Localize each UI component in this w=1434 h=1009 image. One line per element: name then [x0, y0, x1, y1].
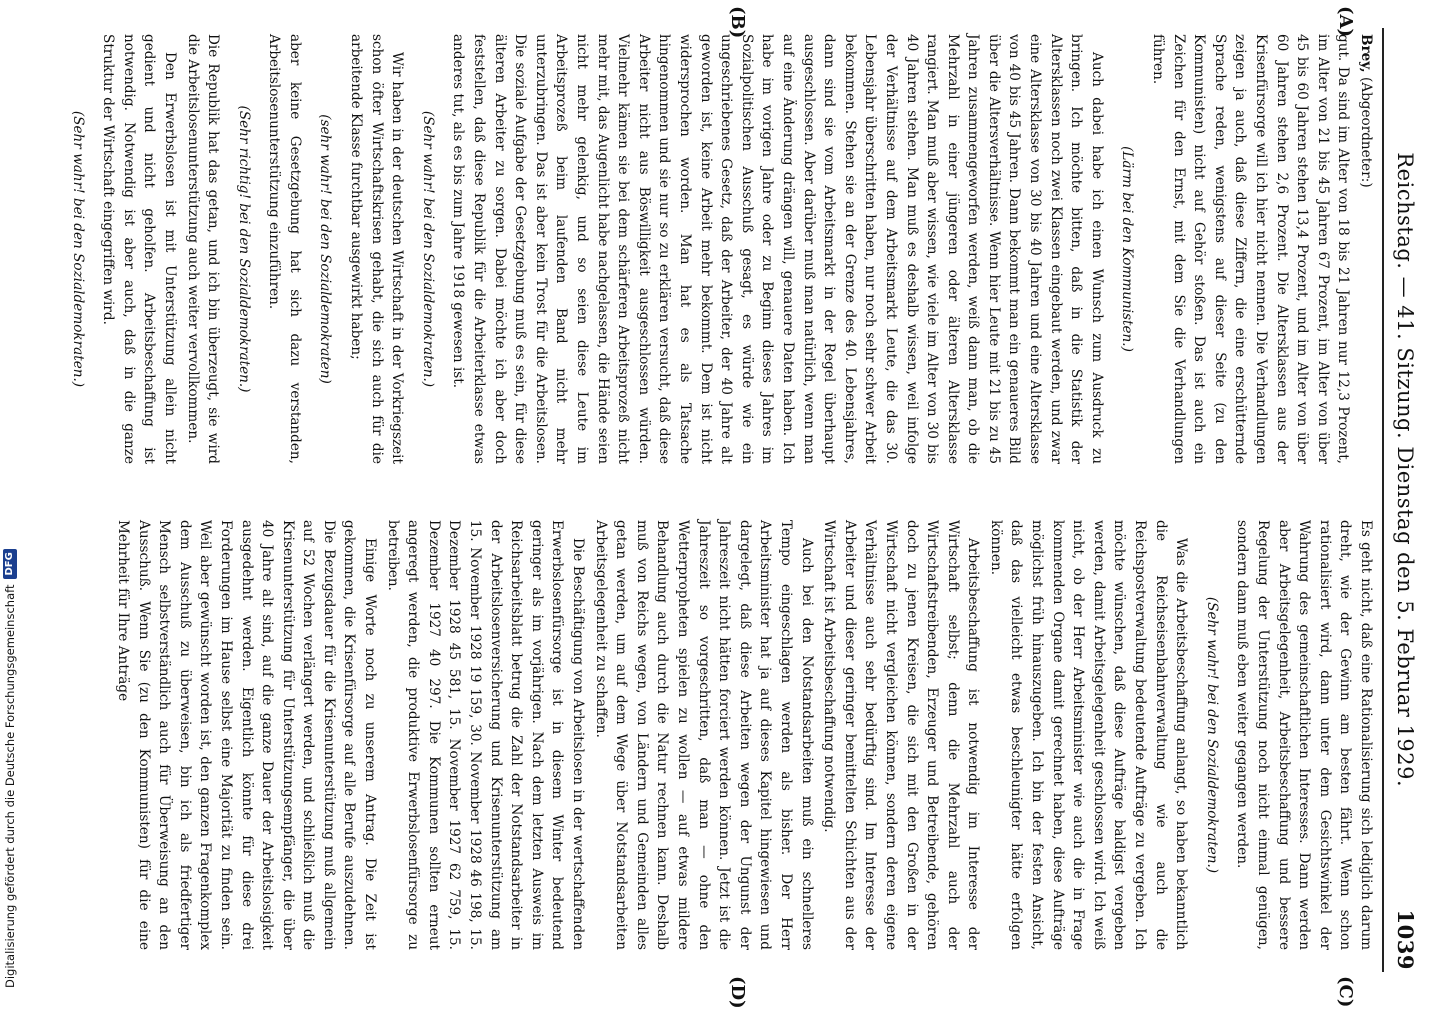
interjection: (Sehr wahr! bei den Sozialdemokraten.)	[69, 110, 86, 388]
digitization-credit	[0, 0, 20, 1000]
document-page	[69, 0, 1434, 1009]
paragraph: Die Beschäftigung von Arbeitslosen in der wertschaffenden Erwerbslosenfürsorge ist in diesem Winter bedeutend geringer als im vorjährigen. Nach dem letzten Ausweis im Reichsarbeitsblatt betrug die Zahl der Notstandsarbeiter in der Arbeitslosenversicherung und Krisenunterstützung am 15. November 1928 19 159, 30. November 1928 46 198, 15. Dezember 1928 45 581, 15. November 1927 62 759, 15. Dezember 1927 40 297. Die Kommunen sollten erneut angeregt werden, die produktive Erwerbslosenfürsorge zu betreiben.	[384, 520, 587, 950]
running-head	[1386, 30, 1418, 970]
margin-mark-c: (C)	[1335, 976, 1356, 1008]
paragraph: Auch dabei habe ich einen Wunsch zum Ausdruck zu bringen. Ich möchte bitten, daß in die Statistik der Altersklassen noch zwei Klassen eingebaut werden, und zwar eine Altersklasse von 30 bis 40 Jahren und eine Altersklasse von 40 bis 45 Jahren. Dann bekommt man ein genaueres Bild über die Altersverhältnisse. Wenn hier Leute mit 21 bis zu 45 Jahren zusammengeworfen werden, weiß dann man, ob die Mehrzahl in einer jüngeren oder älteren Altersklasse rangiert. Man muß aber wissen, wie viele im Alter von 30 bis 40 Jahren stehen. Man muß es deshalb wissen, weil infolge der Verhältnisse auf dem Arbeitsmarkt Leute, die das 30. Lebensjahr überschritten haben, nur noch sehr schwer Arbeit bekommen. Stehen sie an der Grenze des 40. Lebensjahres, dann sind sie vom Arbeitsmarkt in der Regel überhaupt ausgeschlossen. Aber darüber muß man natürlich, wenn man auf eine Änderung drängen will, genauere Daten haben. Ich habe im vorigen Jahre oder zu Beginn dieses Jahres im Sozialpolitischen Ausschuß gesagt, es würde wie ein ungeschriebenes Gesetz, daß der Arbeiter, der 40 Jahre alt geworden ist, keine Arbeit mehr bekommt. Dem ist nicht widersprochen worden. Man hat es als Tatsache hingenommen und sie nur so zu erklären versucht, daß diese Arbeiter nicht aus Böswilligkeit ausgeschlossen würden. Vielmehr kämen sie bei dem schärferen Arbeitsprozeß nicht mehr mit, das Augenlicht habe nachgelassen, die Hände seien nicht mehr gelenkig, und so seien diese Leute im Arbeitsprozeß beim laufenden Band nicht mehr unterzubringen. Das ist aber kein Trost für die Arbeitslosen. Die soziale Aufgabe der Gesetzgebung muß es sein, für diese älteren Arbeiter zu sorgen. Dabei möchte ich aber doch feststellen, daß diese Republik für die Arbeiterklasse etwas anderes tut, als es bis zum Jahre 1918 gewesen ist.	[450, 34, 1105, 464]
interjection: (Sehr richtig! bei den Sozialdemokraten.)	[235, 105, 252, 393]
margin-mark-d: (D)	[727, 976, 748, 1009]
speaker-name: Brey,	[1358, 34, 1374, 73]
interjection: (sehr wahr! bei den Sozialdemokraten)	[317, 114, 334, 384]
paragraph: Wir haben in der deutschen Wirtschaft in der Vorkriegszeit schon öfter Wirtschaftskrisen gehabt, die sich auch für die arbeitende Klasse furchtbar ausgewirkt haben;	[348, 34, 406, 464]
paragraph: Die Republik hat das getan, und ich bin überzeugt, sie wird die Arbeitslosenunterstützung auch weiter vervollkommen.	[184, 34, 222, 464]
paragraph: Den Erwerbslosen ist mit Unterstützung allein nicht gedient und nicht geholfen. Arbeitsbeschaffung ist notwendig. Notwendig ist aber auch, daß in die ganze Struktur der Wirtschaft eingegriffen wird.	[100, 34, 178, 464]
paragraph: Was die Arbeitsbeschaffung anlangt, so haben bekanntlich die Reichseisenbahnverwaltung wie auch die Reichspostverwaltung bedeutende Aufträge zu vergeben. Ich möchte wünschen, daß diese Aufträge baldigst vergeben werden, damit Arbeitsgelegenheit geschlossen wird. Ich weiß nicht, ob der Herr Arbeitsminister wie auch die in Frage kommenden Organe damit gerechnet haben, diese Aufträge möglichst früh hinauszugeben. Ich bin der festen Ansicht, daß das vielleicht etwas beschleunigter hätte erfolgen können.	[987, 520, 1190, 950]
left-column	[69, 34, 1376, 464]
interjection: (Sehr wahr! bei den Sozialdemokraten.)	[1203, 596, 1220, 874]
margin-mark-a: (A)	[1335, 6, 1356, 37]
speaker-role: Abgeordneter:	[1358, 82, 1374, 183]
page-header-title: Reichstag. — 41. Sitzung. Dienstag den 5. Februar 1929.	[1393, 152, 1417, 788]
header-rule	[1382, 28, 1384, 972]
paragraph: Arbeitsbeschaffung ist notwendig im Interesse der Wirtschaft selbst; denn die Mehrzahl auch der Wirtschaftstreibenden, Erzeuger und Betreibende, gehören doch zu jenen Kreisen, die sich mit den Großen in der Wirtschaft nicht vergleichen können, sondern deren eigene Verhältnisse auch sehr bedürftig sind. Im Interesse der Arbeiter und dieser geringer bemittelten Schichten aus der Wirtschaft ist Arbeitsbeschaffung notwendig.	[821, 520, 982, 950]
paragraph: Es geht nicht, daß eine Rationalisierung sich lediglich darum dreht, wie der Gewinn am besten fährt. Wenn schon rationalisiert wird, dann unter dem Gesichtswinkel der Wahrung des gemeinschaftlichen Interesses. Dann werden aber Arbeitsgelegenheit, Arbeitsbeschaffung und bessere Regelung der Unterstützung noch nicht einmal genügen, sondern dann muß eben weiter gegangen werden.	[1234, 520, 1374, 950]
paragraph: Einige Worte noch zu unserem Antrag. Die Zeit ist gekommen, die Krisenfürsorge auf alle Berufe auszudehnen. Die Bezugsdauer für die Krisenunterstützung muß allgemein auf 52 Wochen verlängert werden, und schließlich muß die Krisenunterstützung für Unterstützungsempfänger, die über 40 Jahre alt sind, auf die ganze Dauer der Arbeitslosigkeit ausgedehnt werden. Eigentlich könnte für diese drei Forderungen im Hause selbst eine Majorität zu finden sein. Weil aber gewünscht worden ist, den ganzen Fragenkomplex dem Ausschuß zu überweisen, bin ich als friedfertiger Mensch selbstverständlich auch für Überweisung an den Ausschuß. Wenn Sie (zu den Kommunisten) für die eine Mehrheit für Ihre Anträge	[114, 520, 379, 950]
interjection: (Sehr wahr! bei den Sozialdemokraten.)	[419, 110, 436, 388]
paragraph: Auch bei den Notstandsarbeiten muß ein schnelleres Tempo eingeschlagen werden als bisher. Der Herr Arbeitsminister hat ja auf dieses Kapitel hingewiesen und dargelegt, daß diese Arbeiten wegen der Ungunst der Jahreszeit nicht hätten forciert werden können. Jetzt ist die Jahreszeit so vorgeschritten, daß man — ohne den Wetterpropheten spielen zu wollen — auf etwas mildere Behandlung auch durch die Natur rechnen kann. Deshalb muß von Reichs wegen, von Ländern und Gemeinden alles getan werden, um auf dem Wege über Notstandsarbeiten Arbeitsgelegenheit zu schaffen.	[592, 520, 815, 950]
interjection: (Lärm bei den Kommunisten.)	[1119, 146, 1136, 352]
page-number: 1039	[1393, 909, 1418, 970]
dfg-logo: DFG	[3, 549, 17, 578]
paragraph: gut. Da sind im Alter von 18 bis 21 Jahren nur 12,3 Prozent, im Alter von 21 bis 45 Jahren 67 Prozent, im Alter von über 45 bis 60 Jahren stehen 13,4 Prozent, und im Alter von über 60 Jahren stehen 2,6 Prozent. Die Altersklassen aus der Krisenfürsorge will ich hier nicht nennen. Die Verhandlungen zeigen ja auch, daß diese Ziffern, die eine erschütternde Sprache reden, wenigstens auf dieser Seite (zu den Kommunisten) nicht auf Gehör stoßen. Das ist auch ein Zeichen für den Ernst, mit dem Sie die Verhandlungen führen.	[1150, 34, 1352, 464]
speaker-line: Brey, (Abgeordneter:)	[1358, 34, 1374, 188]
margin-mark-b: (B)	[727, 6, 748, 39]
right-column	[106, 520, 1376, 950]
paragraph: aber keine Gesetzgebung hat sich dazu verstanden, Arbeitslosenunterstützung einzuführen.	[266, 34, 303, 464]
credit-text: Digitalisierung gefördert durch die Deutsche Forschungsgemeinschaft	[3, 584, 17, 988]
